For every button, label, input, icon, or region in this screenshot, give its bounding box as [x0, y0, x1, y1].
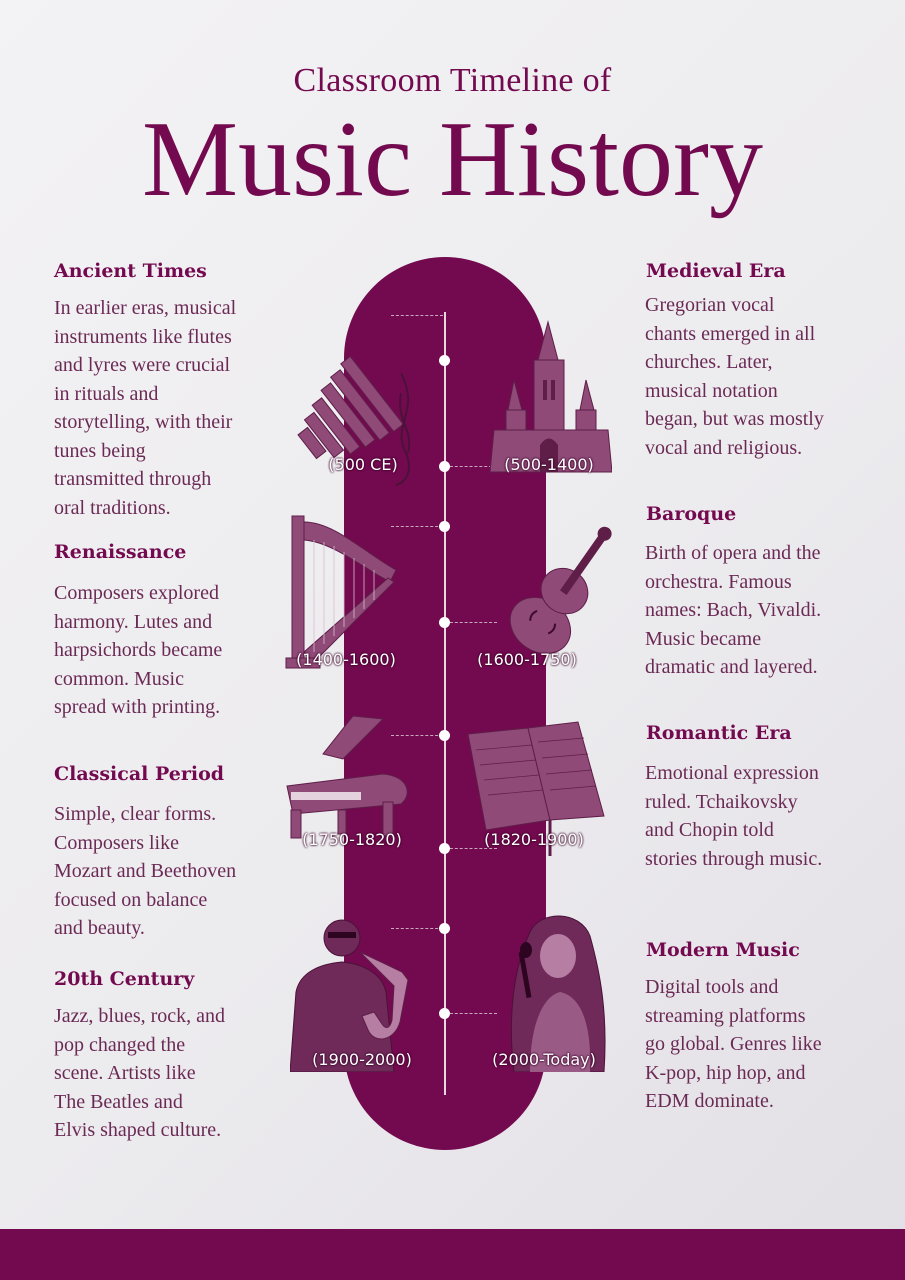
era-heading-renaissance: Renaissance: [54, 541, 187, 563]
timeline-dot: [439, 521, 450, 532]
timeline-line: [444, 312, 446, 1095]
singer-icon: [500, 912, 610, 1072]
era-text-modern: Digital tools and streaming platforms go global. Genres like K-pop, hip hop, and EDM dominate.: [645, 976, 822, 1112]
era-heading-baroque: Baroque: [646, 503, 737, 525]
harp-icon: [284, 512, 402, 672]
era-text-twentieth: Jazz, blues, rock, and pop changed the scene. Artists like The Beatles and Elvis shaped culture.: [54, 1005, 226, 1141]
timeline-tick: [445, 1013, 497, 1014]
page-title: Music History: [142, 100, 763, 219]
timeline-dot: [439, 355, 450, 366]
era-heading-medieval: Medieval Era: [646, 260, 786, 282]
date-label-renaissance: (1400-1600): [296, 650, 396, 669]
timeline-dot: [439, 730, 450, 741]
timeline-dot: [439, 923, 450, 934]
timeline-dot: [439, 1008, 450, 1019]
cathedral-icon: [490, 320, 612, 476]
timeline-tick: [445, 622, 497, 623]
era-text-medieval: Gregorian vocal chants emerged in all churches. Later, musical notation began, but was mostly vocal and religious.: [645, 294, 824, 459]
date-label-baroque: (1600-1750): [477, 650, 577, 669]
era-heading-classical: Classical Period: [54, 763, 225, 785]
grand-piano-icon: [283, 714, 415, 844]
era-heading-twentieth: 20th Century: [54, 968, 195, 990]
saxophone-player-icon: [290, 912, 420, 1072]
date-label-ancient: (500 CE): [328, 455, 398, 474]
era-text-romantic: Emotional expression ruled. Tchaikovsky and Chopin told stories through music.: [645, 762, 823, 870]
era-text-ancient: In earlier eras, musical instruments like flutes and lyres were crucial in rituals and storytelling, with their tunes being transmitted through oral traditions.: [54, 297, 237, 519]
date-label-romantic: (1820-1900): [484, 830, 584, 849]
page-subtitle: Classroom Timeline of: [293, 62, 612, 99]
era-heading-modern: Modern Music: [646, 939, 800, 961]
era-text-classical: Simple, clear forms. Composers like Mozart and Beethoven focused on balance and beauty.: [54, 803, 237, 939]
timeline-dot: [439, 461, 450, 472]
timeline-tick: [391, 315, 443, 316]
era-text-baroque: Birth of opera and the orchestra. Famous names: Bach, Vivaldi. Music became dramatic and layered.: [645, 542, 822, 678]
date-label-medieval: (500-1400): [504, 455, 594, 474]
date-label-modern: (2000-Today): [492, 1050, 596, 1069]
era-text-renaissance: Composers explored harmony. Lutes and harpsichords became common. Music spread with printing.: [54, 582, 223, 718]
date-label-twentieth: (1900-2000): [312, 1050, 412, 1069]
date-label-classical: (1750-1820): [302, 830, 402, 849]
era-heading-romantic: Romantic Era: [646, 722, 792, 744]
footer-bar: [0, 1229, 905, 1280]
timeline-dot: [439, 843, 450, 854]
timeline-dot: [439, 617, 450, 628]
era-heading-ancient: Ancient Times: [54, 260, 207, 282]
